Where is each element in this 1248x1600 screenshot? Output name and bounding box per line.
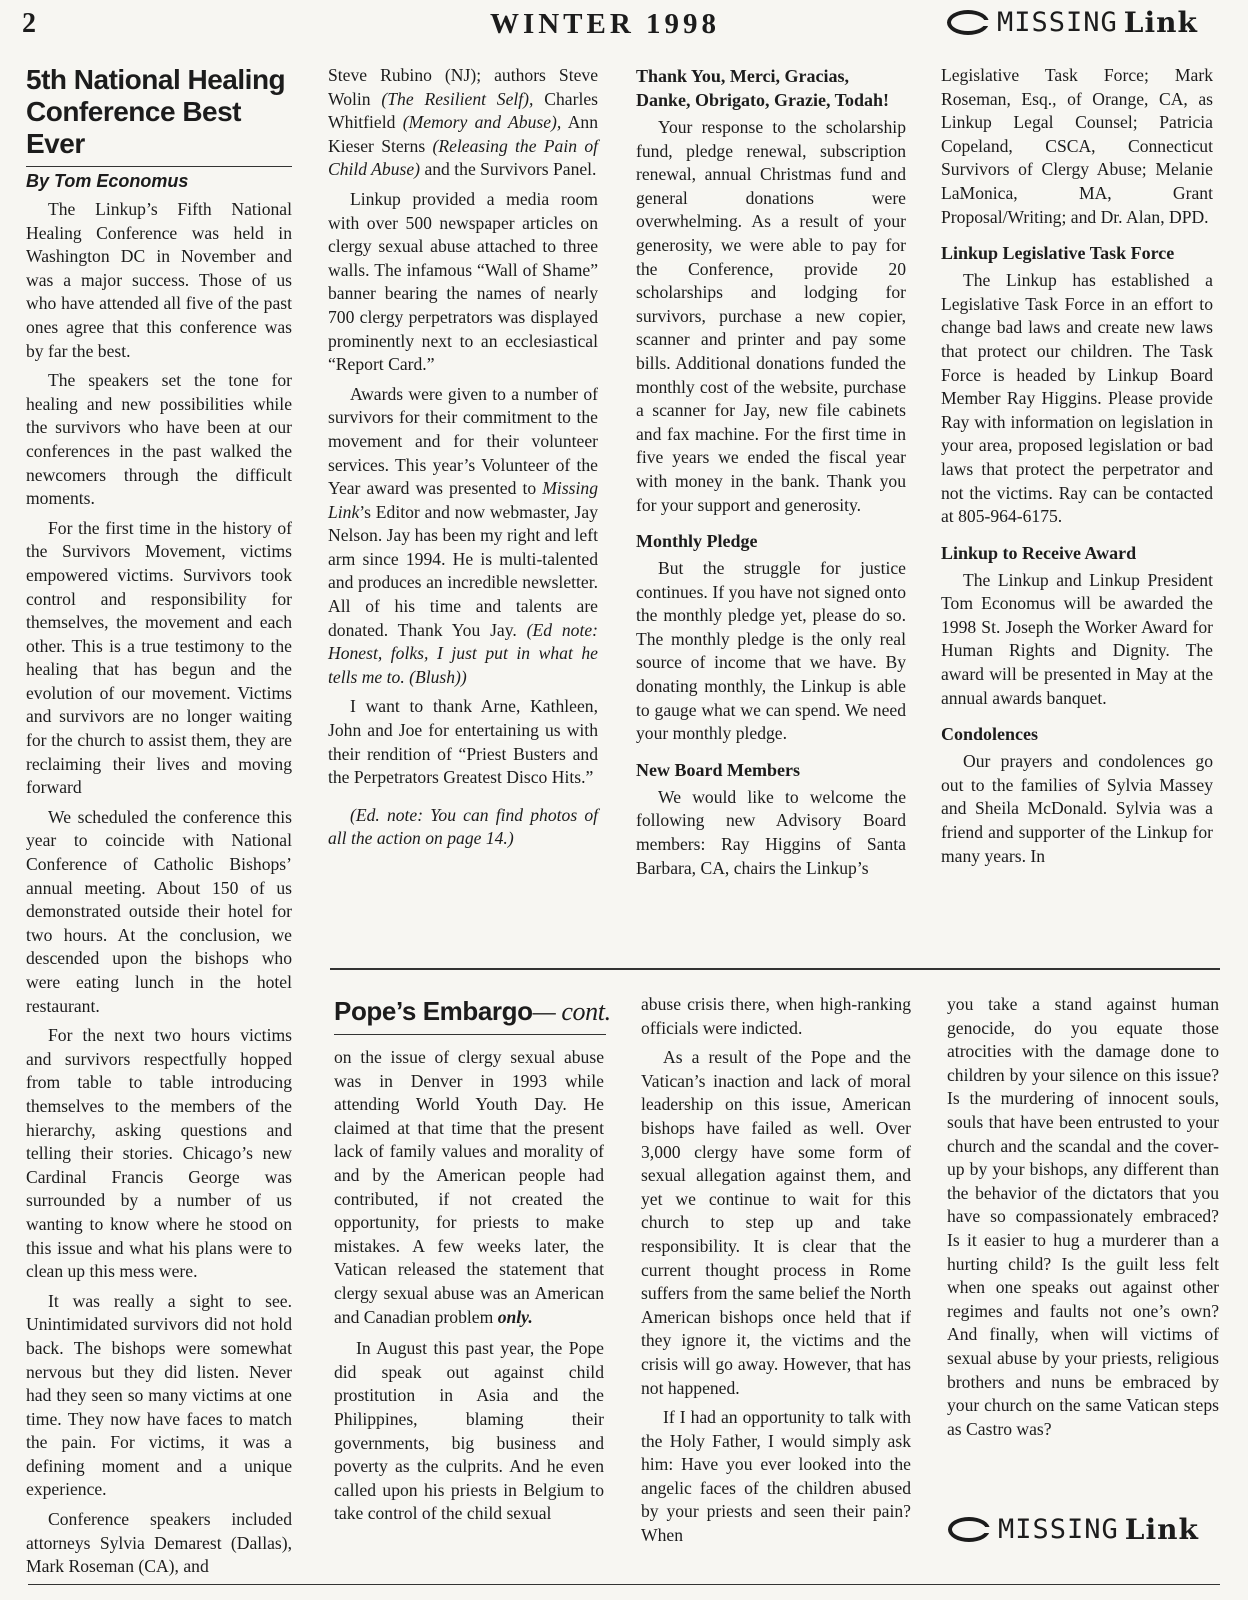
paragraph: In August this past year, the Pope did speak out against child prostitution in Asia and the Philippines, blaming their governments, big business and poverty as the culprits. And he even called upon his priests in Belgium to take control of the child sexual bbox=[334, 1338, 604, 1524]
paragraph: on the issue of clergy sexual abuse was in Denver in 1993 while attending World Youth Day. He claimed at that time that the present lack of family values and morality of and by the American people had contributed, if not created the opportunity, for priests to make mistakes. A few weeks later, the Vatican released the statement that clergy sexual abuse was an American and Canadian problem only. bbox=[334, 1047, 604, 1327]
section-divider bbox=[330, 968, 1220, 970]
column-3 bbox=[636, 64, 906, 886]
condolences-heading: Condolences bbox=[941, 724, 1039, 745]
column-1 bbox=[26, 64, 292, 1585]
paragraph: If I had an opportunity to talk with the Holy Father, I would simply ask him: Have you ever looked into the angelic faces of the children abused by your priests and seen their pain? When bbox=[641, 1407, 911, 1546]
logo-word-link: Link bbox=[1123, 6, 1198, 39]
logo-word-missing: MISSING bbox=[997, 7, 1118, 38]
byline: By Tom Economus bbox=[26, 171, 189, 191]
headline-rule bbox=[26, 166, 292, 167]
paragraph: I want to thank Arne, Kathleen, John and Joe for entertaining us with their rendition of “Priest Busters and the Perpetrators Greatest Disco Hits.” bbox=[328, 696, 598, 788]
paragraph: Conference speakers included attorneys Sylvia Demarest (Dallas), Mark Roseman (CA), and bbox=[26, 1509, 292, 1577]
paragraph: Our prayers and condolences go out to the families of Sylvia Massey and Sheila McDonald. Sylvia was a friend and supporter of the Linkup for many years. In bbox=[941, 751, 1213, 866]
paragraph: For the next two hours victims and survivors respectfully hopped from table to table introducing themselves to the members of the hierarchy, asking questions and telling their stories. Chicago’s new Cardinal Francis George was surrounded by a number of us wanting to know where he stood on this issue and what his plans were to clean up this mess were. bbox=[26, 1025, 292, 1282]
logo-word-link: Link bbox=[1124, 1513, 1199, 1546]
paragraph: For the first time in the history of the Survivors Movement, victims empowered victims. Survivors took control and responsibility for themselves, the movement and each other. This is a true testimony to the healing that has begun and the evolution of our movement. Victims and survivors are no longer waiting for the church to assist them, they are reclaiming their lives and moving forward bbox=[26, 517, 292, 798]
paragraph: Awards were given to a number of survivors for their commitment to the movement and for their volunteer services. This year’s Volunteer of the Year award was presented to Missing Link’s Editor and now webmaster, Jay Nelson. Jay has been my right and left arm since 1994. He is multi-talented and produces an incredible newsletter. All of his time and talents are donated. Thank You Jay. (Ed note: Honest, folks, I just put in what he tells me to. (Blush)) bbox=[328, 383, 599, 687]
column-2 bbox=[328, 64, 598, 857]
article-headline: 5th National Healing Conference Best Ever bbox=[26, 64, 286, 159]
pledge-heading: Monthly Pledge bbox=[636, 531, 758, 552]
paragraph: We scheduled the conference this year to coincide with National Conference of Catholic Bishops’ annual meeting. About 150 of us demonstrated outside their hotel for two hours. At the conclusion, we descended upon the bishops who were eating lunch in the hotel restaurant. bbox=[26, 806, 292, 1016]
logo-word-missing: MISSING bbox=[998, 1514, 1119, 1545]
editor-note: (Ed. note: You can find photos of all the action on page 14.) bbox=[328, 804, 598, 849]
paragraph: The Linkup has established a Legislative Task Force in an effort to change bad laws and create new laws that protect our children. The Task Force is headed by Linkup Board Member Ray Higgins. Please provide Ray with information on legislation in your area, proposed legislation or bad laws that protect the perpetrator and not the victims. Ray can be contacted at 805-964-6175. bbox=[941, 270, 1213, 527]
footer-rule bbox=[28, 1584, 1220, 1585]
issue-title: WINTER 1998 bbox=[489, 8, 721, 40]
pope-headline: Pope’s Embargo— cont. bbox=[334, 996, 611, 1026]
paragraph: The speakers set the tone for healing and new possibilities while the survivors who have been at our conferences in the past walked the newcomers through the difficult moments. bbox=[26, 370, 292, 509]
board-continued: Legislative Task Force; Mark Roseman, Esq., of Orange, CA, as Linkup Legal Counsel; Patricia Copeland, CSCA, Connecticut Survivors of Clergy Abuse; Melanie LaMonica, MA, Grant Proposal/Writing; and Dr. Alan, DPD. bbox=[941, 65, 1213, 227]
pope-column-1 bbox=[334, 1046, 604, 1532]
link-ring-icon bbox=[948, 1517, 990, 1542]
headline-rule bbox=[334, 1034, 606, 1035]
pope-column-2 bbox=[641, 993, 911, 1554]
paragraph: It was really a sight to see. Unintimidated survivors did not hold back. The bishops were somewhat nervous but they did listen. Never had they seen so many victims at one time. They now have faces to match the pain. For victims, it was a defining moment and a unique experience. bbox=[26, 1290, 292, 1500]
page-number: 2 bbox=[22, 8, 36, 39]
missing-link-logo bbox=[947, 6, 1198, 39]
paragraph: The Linkup’s Fifth National Healing Conference was held in Washington DC in November and was a major success. Those of us who have attended all five of the past ones agree that this conference was by far the best. bbox=[26, 199, 292, 361]
paragraph: Linkup provided a media room with over 500 newspaper articles on clergy sexual abuse attached to three walls. The infamous “Wall of Shame” banner bearing the names of nearly 700 clergy perpetrators was displayed prominently next to an ecclesiastical “Report Card.” bbox=[328, 188, 598, 375]
paragraph: The Linkup and Linkup President Tom Economus will be awarded the 1998 St. Joseph the Worker Award for Human Rights and Dignity. The award will be presented in May at the annual awards banquet. bbox=[941, 569, 1213, 708]
paragraph: abuse crisis there, when high-ranking officials were indicted. bbox=[641, 994, 911, 1038]
pope-column-3 bbox=[947, 993, 1219, 1447]
paragraph: As a result of the Pope and the Vatican’s inaction and lack of moral leadership on this issue, American bishops have failed as well. Over 3,000 clergy have some form of sexual allegation against them, and yet we continue to wait for this church to step up and take responsibility. It is clear that the current thought process in Rome suffers from the same belief the North American bishops once held that if they ignore it, the victims and the crisis will go away. However, that has not happened. bbox=[641, 1047, 911, 1398]
speakers-continued: Steve Rubino (NJ); authors Steve Wolin (The Resilient Self), Charles Whitfield (Memory and Abuse), Ann Kieser Sterns (Releasing the Pain of Child Abuse) and the Survivors Panel. bbox=[328, 65, 599, 180]
page-header bbox=[0, 0, 1248, 56]
link-ring-icon bbox=[947, 10, 989, 35]
column-4 bbox=[941, 64, 1213, 874]
thanks-heading: Thank You, Merci, Gracias, Danke, Obrigato, Grazie, Todah! bbox=[636, 66, 890, 110]
paragraph: you take a stand against human genocide, do you equate those atrocities with the damage done to children by your silence on this issue? Is the murdering of innocent souls, souls that have been entrusted to your church and the scandal and the cover-up by your bishops, any different than the behavior of the dictators that you have so compassionately embraced? Is it easier to hug a murderer than a hurting child? Is the guilt less felt when one speaks out against other regimes and faults not one’s own? And finally, when will victims of sexual abuse by your priests, religious brothers and nuns be embraced by your church on the same Vatican steps as Castro was? bbox=[947, 994, 1219, 1439]
paragraph: Your response to the scholarship fund, pledge renewal, subscription renewal, annual Christmas fund and general donations were overwhelming. As a result of your generosity, we were able to pay for the Conference, provide 20 scholarships and lodging for survivors, purchase a new copier, scanner and printer and pay some bills. Additional donations funded the monthly cost of the website, purchase a scanner for Jay, new file cabinets and fax machine. For the first time in five years we ended the fiscal year with money in the bank. Thank you for your support and generosity. bbox=[636, 117, 906, 515]
board-heading: New Board Members bbox=[636, 759, 800, 780]
paragraph: But the struggle for justice continues. If you have not signed onto the monthly pledge yet, please do so. The monthly pledge is the only real source of income that we have. By donating monthly, the Linkup is able to gauge what we can spend. We need your monthly pledge. bbox=[636, 558, 906, 744]
task-force-heading: Linkup Legislative Task Force bbox=[941, 243, 1175, 264]
missing-link-logo-footer bbox=[948, 1513, 1199, 1546]
paragraph: We would like to welcome the following new Advisory Board members: Ray Higgins of Santa Barbara, CA, chairs the Linkup’s bbox=[636, 786, 906, 878]
award-heading: Linkup to Receive Award bbox=[941, 542, 1137, 563]
